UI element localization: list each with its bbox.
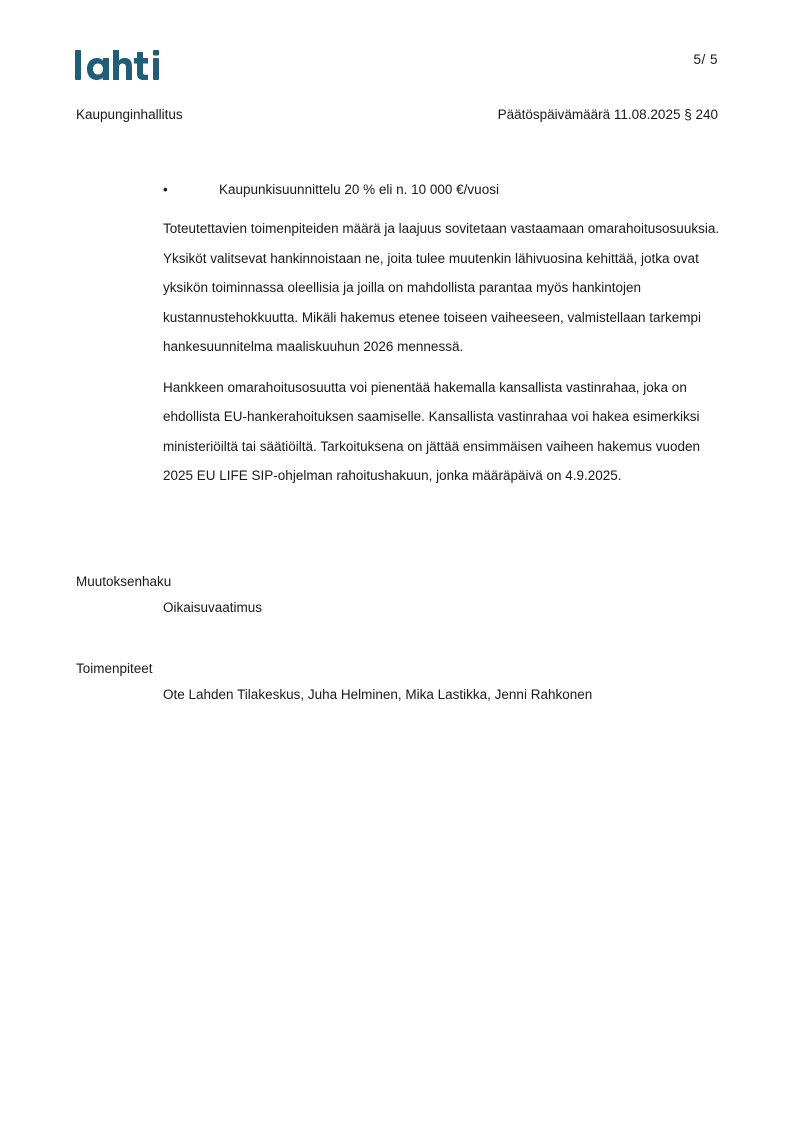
bullet-text: Kaupunkisuunnittelu 20 % eli n. 10 000 €/vuosi [219,182,499,197]
paragraph: Toteutettavien toimenpiteiden määrä ja laajuus sovitetaan vastaamaan omarahoitusosuuksia. Yksiköt valitsevat hankinnoistaan ne, joita tulee muutenkin lähivuosina kehittää, jotka ovat yksikön toiminnassa oleellisia ja joilla on mahdollista parantaa myös hankintojen kustannustehokkuutta. Mikäli hakemus etenee toiseen vaiheeseen, valmistellaan tarkempi hankesuunnitelma maaliskuuhun 2026 mennessä. [163,221,720,354]
paragraph: Hankkeen omarahoitusosuutta voi pienentää hakemalla kansallista vastinrahaa, joka on ehdollista EU-hankerahoituksen saamiselle. Kansallista vastinrahaa voi hakea esimerkiksi ministeriöiltä tai säätiöiltä. Tarkoituksena on jättää ensimmäisen vaiheen hakemus vuoden 2025 EU LIFE SIP-ohjelman rahoitushakuun, jonka määräpäivä on 4.9.2025. [163,379,701,483]
body-name: Kaupunginhallitus [76,107,183,122]
document-body [163,180,723,502]
appeal-text: Oikaisuvaatimus [163,600,263,615]
decision-date: Päätöspäivämäärä 11.08.2025 § 240 [497,107,718,122]
appeal-heading: Muutoksenhaku [76,574,172,589]
lahti-logo [75,46,167,82]
page-number: 5/ 5 [693,52,718,67]
actions-heading: Toimenpiteet [76,661,153,676]
bullet-item [163,180,723,200]
bullet-icon: • [163,182,168,197]
actions-text: Ote Lahden Tilakeskus, Juha Helminen, Mika Lastikka, Jenni Rahkonen [163,687,593,702]
